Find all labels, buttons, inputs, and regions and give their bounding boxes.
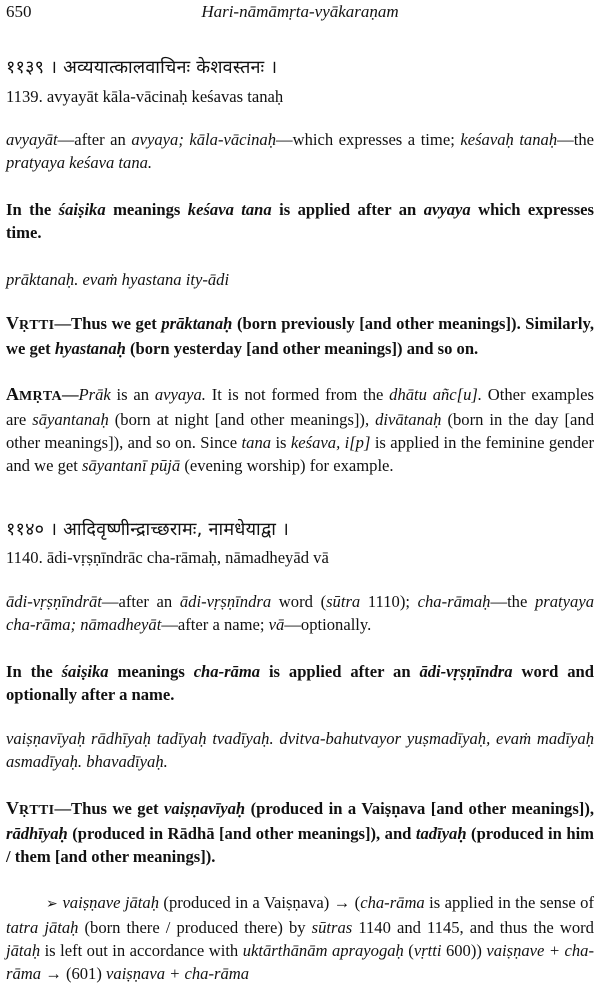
page-number: 650: [6, 2, 32, 21]
sutra-1139-amrta: AMṚTA—Prāk is an avyaya. It is not formed from the dhātu añc[u]. Other examples are sāyantanaḥ (born at night [and other meanings]), divātanaḥ (born in the day [and other meanings]), and so on. Since tana is keśava, i[p] is applied in the feminine gender and we get sāyantanī pūjā (evening worship) for example.: [6, 384, 594, 475]
sutra-1140-gloss: ādi-vṛṣṇīndrāt—after an ādi-vṛṣṇīndra word (sūtra 1110); cha-rāmaḥ—the pratyaya cha-rāma; nāmadheyāt—after a name; vā—optionally.: [6, 592, 594, 634]
sutra-1139-transliteration: 1139. avyayāt kāla-vācinaḥ keśavas tanaḥ: [6, 87, 284, 106]
vrtti-label: VṚTTI: [6, 313, 55, 333]
vrtti-label: VṚTTI: [6, 798, 55, 818]
sutra-1140-note: ➢ vaiṣṇave jātaḥ (produced in a Vaiṣṇava) → (cha-rāma is applied in the sense of tatra jātaḥ (born there / produced there) by sūtras 1140 and 1145, and thus the word jātaḥ is left out in accordance with uktārthānām aprayogaḥ (vṛtti 600)) vaiṣṇave + cha-rāma → (601) vaiṣṇava + cha-rāma: [6, 893, 594, 983]
sutra-1139-devanagari: ११३९ । अव्ययात्कालवाचिनः केशवस्तनः ।: [6, 57, 278, 78]
sutra-1139-example: prāktanaḥ. evaṁ hyastana ity-ādi: [6, 270, 230, 289]
sutra-1140-transliteration: 1140. ādi-vṛṣṇīndrāc cha-rāmaḥ, nāmadheyād vā: [6, 548, 329, 567]
sutra-1140-devanagari: ११४० । आदिवृष्णीन्द्राच्छरामः, नामधेयाद्वा ।: [6, 519, 290, 540]
sutra-1139-vrtti: VṚTTI—Thus we get prāktanaḥ (born previously [and other meanings]). Similarly, we get hyastanaḥ (born yesterday [and other meanings]) and so on.: [6, 313, 594, 358]
sutra-1140-example: vaiṣṇavīyaḥ rādhīyaḥ tadīyaḥ tvadīyaḥ. dvitva-bahutvayor yuṣmadīyaḥ, evaṁ madīyaḥ asmadīyaḥ. bhavadīyaḥ.: [6, 729, 594, 771]
sutra-1140-rule: In the śaiṣika meanings cha-rāma is applied after an ādi-vṛṣṇīndra word and optionally after a name.: [6, 662, 594, 704]
arrow-bullet-icon: ➢: [46, 896, 63, 912]
sutra-1139-gloss: avyayāt—after an avyaya; kāla-vācinaḥ—which expresses a time; keśavaḥ tanaḥ—the pratyaya keśava tana.: [6, 130, 594, 172]
sutra-1140-vrtti: VṚTTI—Thus we get vaiṣṇavīyaḥ (produced in a Vaiṣṇava [and other meanings]), rādhīyaḥ (produced in Rādhā [and other meanings]), and tadīyaḥ (produced in him / them [and other meanings]).: [6, 798, 595, 866]
page-header: [6, 2, 594, 24]
amrta-label: AMṚTA: [6, 384, 62, 404]
running-title: Hari-nāmāmṛta-vyākaraṇam: [201, 2, 399, 21]
sutra-1139-rule: In the śaiṣika meanings keśava tana is applied after an avyaya which expresses time.: [6, 200, 594, 242]
